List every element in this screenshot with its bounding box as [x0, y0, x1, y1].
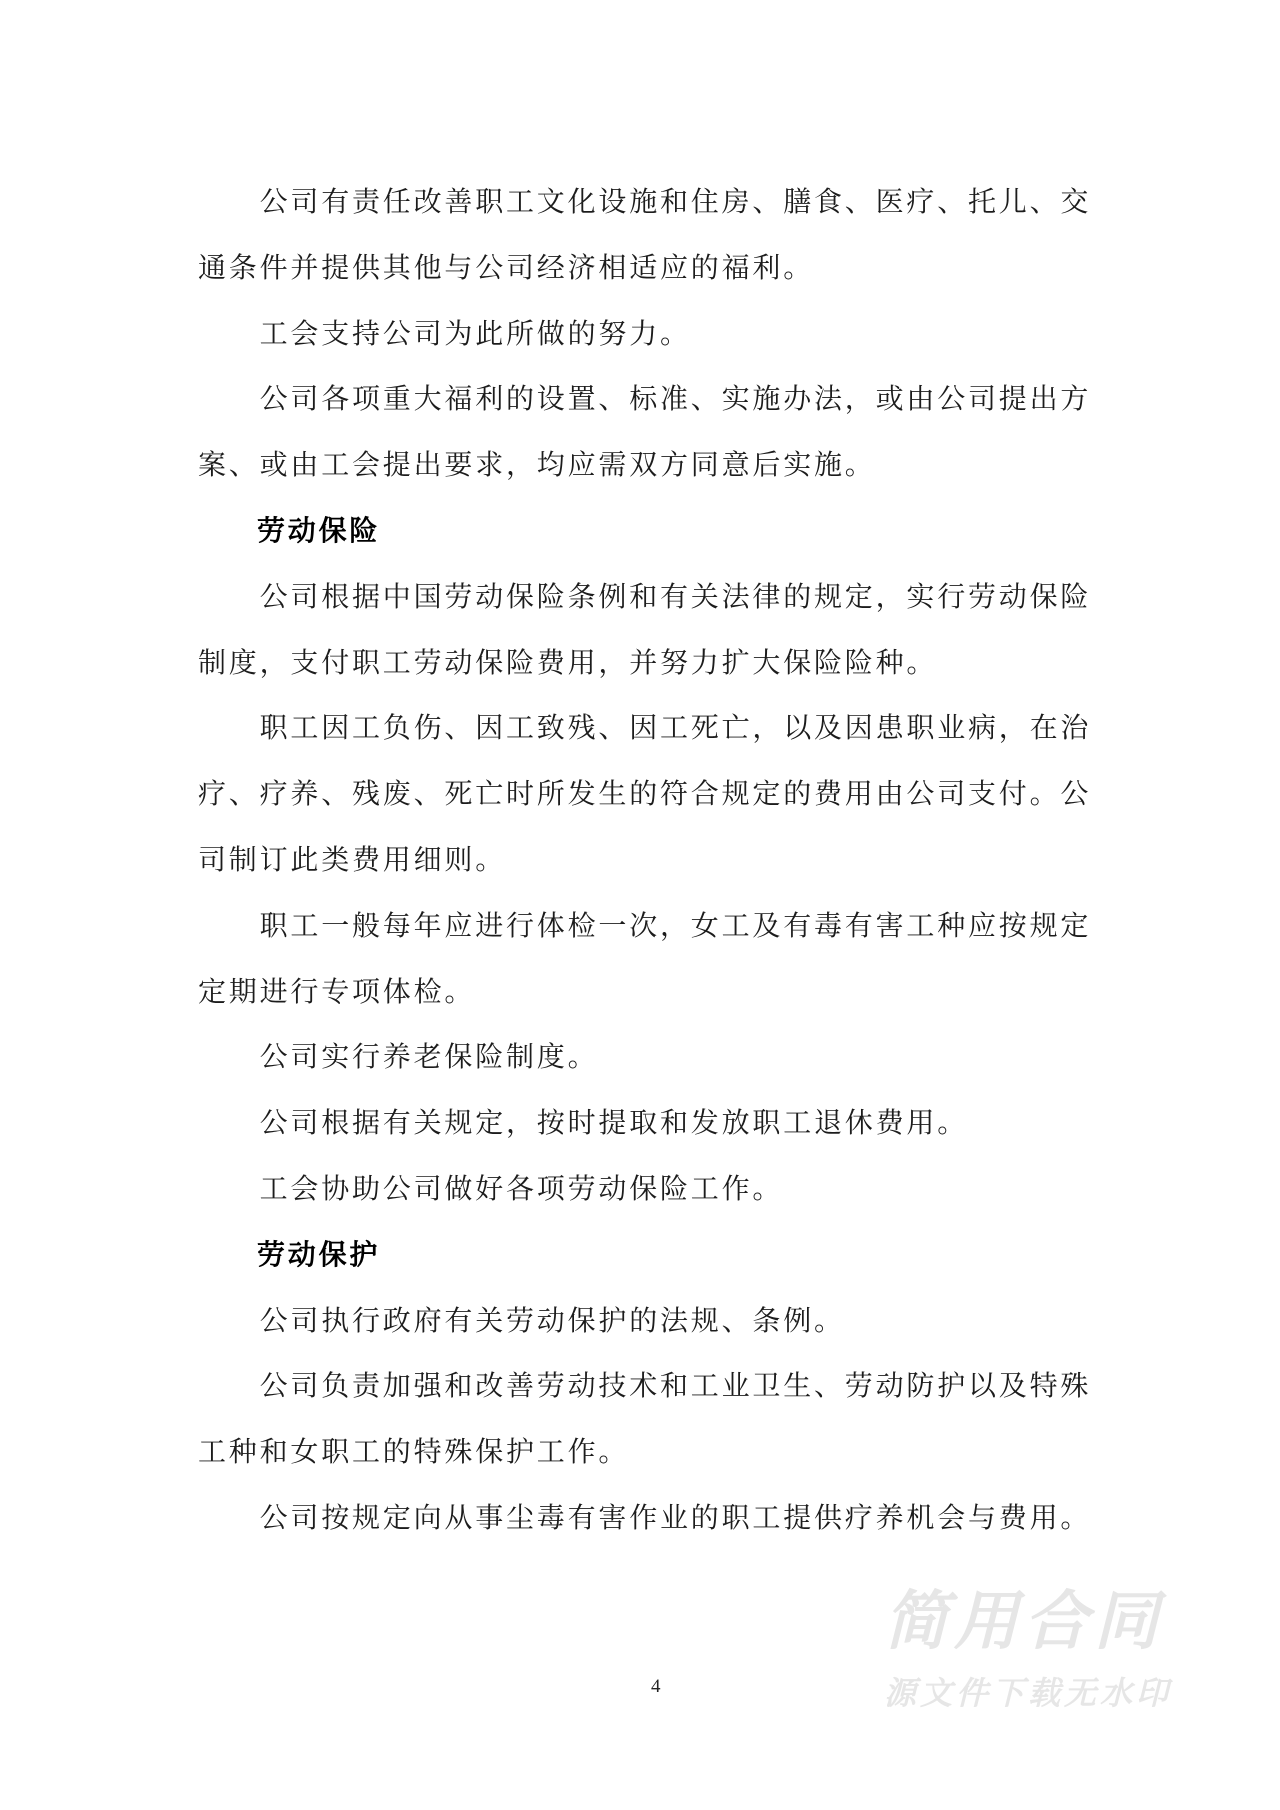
paragraph-line: 公司按规定向从事尘毒有害作业的职工提供疗养机会与费用。 [259, 1500, 1092, 1534]
watermark-subtitle-text: 源文件下载无水印 [884, 1674, 1173, 1712]
paragraph-line: 公司根据中国劳动保险条例和有关法律的规定，实行劳动保险 [259, 579, 1092, 613]
paragraph-line: 通条件并提供其他与公司经济相适应的福利。 [198, 250, 815, 284]
paragraph-line: 公司负责加强和改善劳动技术和工业卫生、劳动防护以及特殊 [259, 1369, 1092, 1403]
paragraph-line: 案、或由工会提出要求，均应需双方同意后实施。 [198, 448, 876, 482]
paragraph-line: 公司根据有关规定，按时提取和发放职工退休费用。 [259, 1106, 968, 1140]
watermark-brand-text: 简用合同 [884, 1585, 1164, 1659]
document-body [198, 169, 1098, 1551]
paragraph-line: 工会协助公司做好各项劳动保险工作。 [259, 1171, 784, 1205]
paragraph-line: 公司有责任改善职工文化设施和住房、膳食、医疗、托儿、交 [259, 185, 1092, 218]
paragraph-line: 职工一般每年应进行体检一次，女工及有毒有害工种应按规定 [259, 908, 1092, 942]
section-heading-labor-protection: 劳动保护 [257, 1237, 381, 1271]
paragraph-line: 工会支持公司为此所做的努力。 [259, 316, 691, 350]
watermark [884, 1585, 1184, 1712]
paragraph-line: 公司各项重大福利的设置、标准、实施办法，或由公司提出方 [259, 382, 1092, 416]
paragraph-line: 工种和女职工的特殊保护工作。 [198, 1435, 630, 1469]
paragraph-line: 公司执行政府有关劳动保护的法规、条例。 [259, 1303, 845, 1337]
paragraph-line: 职工因工负伤、因工致残、因工死亡，以及因患职业病，在治 [259, 711, 1092, 745]
section-heading-labor-insurance: 劳动保险 [257, 513, 381, 547]
paragraph-line: 定期进行专项体检。 [198, 974, 476, 1008]
paragraph-line: 公司实行养老保险制度。 [259, 1040, 599, 1074]
paragraph-line: 制度，支付职工劳动保险费用，并努力扩大保险险种。 [198, 645, 938, 679]
paragraph-line: 疗、疗养、残废、死亡时所发生的符合规定的费用由公司支付。公 [198, 777, 1092, 811]
page-number: 4 [651, 1676, 661, 1697]
paragraph-line: 司制订此类费用细则。 [198, 842, 507, 876]
